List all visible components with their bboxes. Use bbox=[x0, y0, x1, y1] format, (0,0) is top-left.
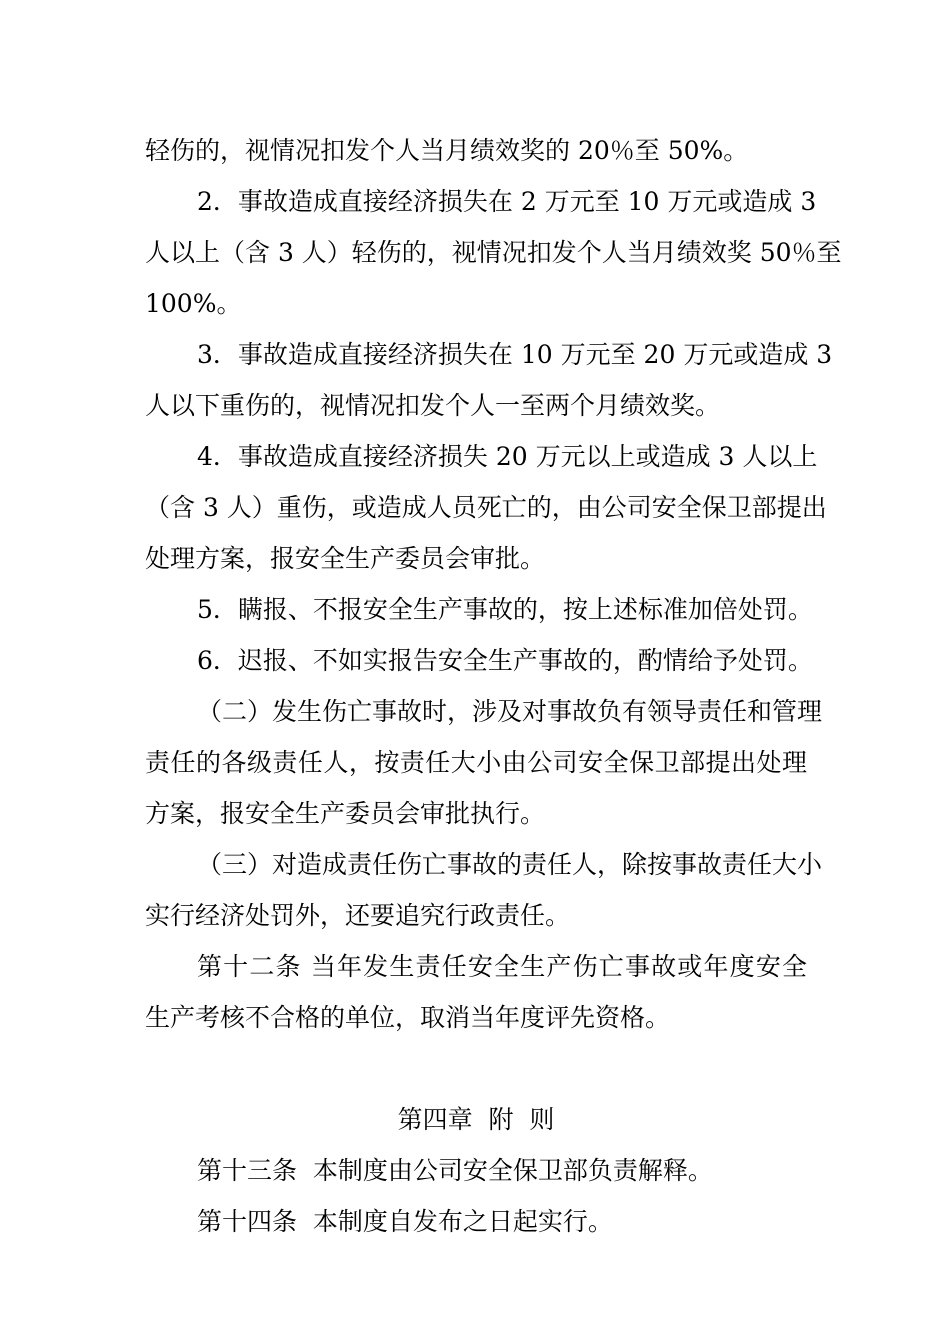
article-12-line: 第十二条 当年发生责任安全生产伤亡事故或年度安全 bbox=[197, 952, 807, 981]
paragraph-line: 100%。 bbox=[145, 289, 242, 318]
paragraph-line: 人以下重伤的，视情况扣发个人一至两个月绩效奖。 bbox=[145, 391, 721, 420]
article-12-line: 生产考核不合格的单位，取消当年度评先资格。 bbox=[145, 1003, 671, 1032]
chapter-heading: 第四章 附 则 bbox=[397, 1105, 555, 1134]
paragraph-line: 轻伤的，视情况扣发个人当月绩效奖的 20％至 50%。 bbox=[145, 136, 749, 165]
paragraph-line: 6．迟报、不如实报告安全生产事故的，酌情给予处罚。 bbox=[197, 646, 813, 675]
paragraph-line: 处理方案，报安全生产委员会审批。 bbox=[145, 544, 546, 573]
paragraph-line: 实行经济处罚外，还要追究行政责任。 bbox=[145, 901, 571, 930]
paragraph-line: 3．事故造成直接经济损失在 10 万元至 20 万元或造成 3 bbox=[197, 340, 833, 369]
paragraph-line: 人以上（含 3 人）轻伤的，视情况扣发个人当月绩效奖 50％至 bbox=[145, 238, 842, 267]
paragraph-line: 4．事故造成直接经济损失 20 万元以上或造成 3 人以上 bbox=[197, 442, 818, 471]
paragraph-line: （三）对造成责任伤亡事故的责任人，除按事故责任大小 bbox=[197, 850, 823, 879]
article-14: 第十四条 本制度自发布之日起实行。 bbox=[197, 1207, 613, 1236]
paragraph-line: 方案，报安全生产委员会审批执行。 bbox=[145, 799, 546, 828]
article-13: 第十三条 本制度由公司安全保卫部负责解释。 bbox=[197, 1156, 713, 1185]
paragraph-line: 2．事故造成直接经济损失在 2 万元至 10 万元或造成 3 bbox=[197, 187, 817, 216]
paragraph-line: 5．瞒报、不报安全生产事故的，按上述标准加倍处罚。 bbox=[197, 595, 813, 624]
paragraph-line: 责任的各级责任人，按责任大小由公司安全保卫部提出处理 bbox=[145, 748, 807, 777]
paragraph-line: （二）发生伤亡事故时，涉及对事故负有领导责任和管理 bbox=[197, 697, 823, 726]
paragraph-line: （含 3 人）重伤，或造成人员死亡的，由公司安全保卫部提出 bbox=[145, 493, 827, 522]
